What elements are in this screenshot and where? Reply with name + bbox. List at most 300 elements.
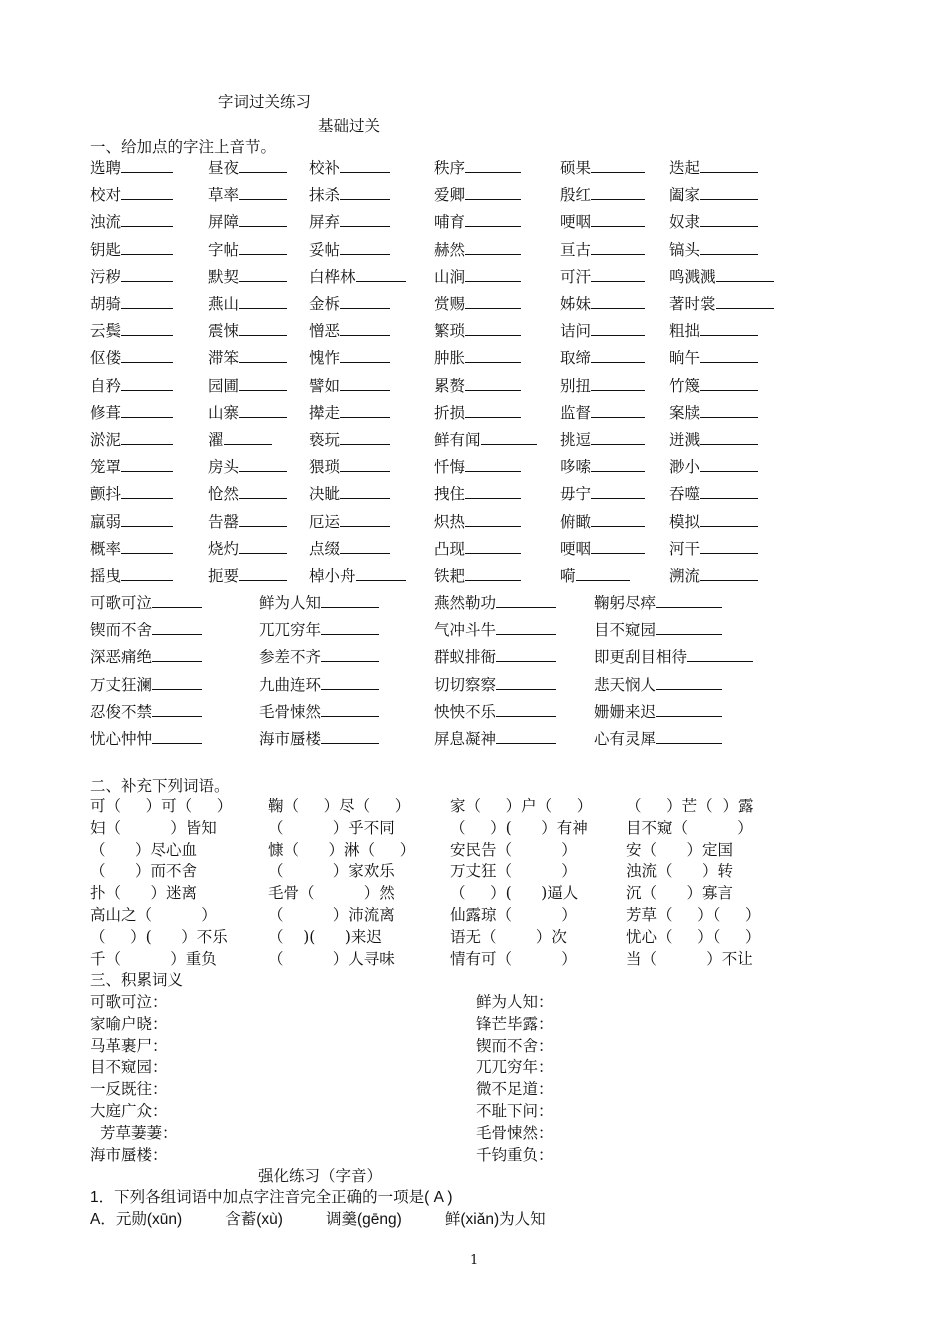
answer-blank[interactable] <box>465 456 521 472</box>
answer-blank[interactable] <box>152 592 202 608</box>
answer-blank[interactable] <box>496 592 556 608</box>
answer-blank[interactable] <box>591 157 645 173</box>
pinyin-word: 镐头 <box>669 240 701 259</box>
pinyin-word: 修葺 <box>90 403 122 422</box>
idiom-item <box>594 728 722 749</box>
answer-blank[interactable] <box>700 483 758 499</box>
answer-blank[interactable] <box>591 239 645 255</box>
pinyin-item <box>90 429 173 450</box>
answer-blank[interactable] <box>716 266 774 282</box>
pinyin-item <box>208 483 287 504</box>
answer-blank[interactable] <box>481 429 537 445</box>
answer-blank[interactable] <box>496 646 556 662</box>
pinyin-item <box>309 157 390 178</box>
answer-blank[interactable] <box>700 402 758 418</box>
answer-blank[interactable] <box>576 565 630 581</box>
pinyin-item <box>669 293 774 314</box>
answer-blank[interactable] <box>239 184 287 200</box>
idiom-word: 燕然勒功 <box>434 594 497 612</box>
answer-blank[interactable] <box>465 320 521 336</box>
pinyin-word: 颤抖 <box>90 485 122 504</box>
pinyin-item <box>309 347 390 368</box>
answer-blank[interactable] <box>121 538 173 554</box>
pinyin-item <box>560 320 645 341</box>
question-1: 1．下列各组词语中加点字注音完全正确的一项是( A ) <box>90 1189 453 1206</box>
answer-blank[interactable] <box>321 592 379 608</box>
pinyin-item <box>309 211 390 232</box>
answer-blank[interactable] <box>465 511 521 527</box>
meaning-prompt: 海市蜃楼： <box>90 1145 168 1164</box>
answer-blank[interactable] <box>239 538 287 554</box>
pinyin-word: 金柝 <box>309 295 341 313</box>
answer-blank[interactable] <box>239 402 287 418</box>
answer-blank[interactable] <box>224 429 272 445</box>
answer-blank[interactable] <box>239 511 287 527</box>
pinyin-item <box>309 538 390 559</box>
pinyin-item <box>208 429 272 450</box>
pinyin-word: 姊妹 <box>560 295 592 313</box>
pinyin-word: 草率 <box>208 186 240 205</box>
meaning-prompt: 大庭广众： <box>90 1102 168 1120</box>
fill-in-item[interactable]: （ ）( )逼人 <box>450 884 579 903</box>
meaning-prompt: 家喻户晓： <box>90 1014 168 1033</box>
answer-blank[interactable] <box>465 184 521 200</box>
answer-blank[interactable] <box>340 293 390 309</box>
fill-in-item[interactable]: 仙露琼（ ） <box>450 906 577 924</box>
meaning-prompt: 可歌可泣： <box>90 993 168 1011</box>
pinyin-word: 取缔 <box>560 349 592 368</box>
pinyin-word: 白桦林 <box>309 267 356 286</box>
idiom-item <box>434 701 556 722</box>
pinyin-item <box>90 320 173 341</box>
answer-blank[interactable] <box>591 293 645 309</box>
idiom-item <box>434 619 556 640</box>
pinyin-item <box>309 266 406 287</box>
answer-blank[interactable] <box>687 646 753 662</box>
pinyin-item <box>309 239 390 260</box>
answer-blank[interactable] <box>121 375 173 391</box>
answer-blank[interactable] <box>465 538 521 554</box>
pinyin-word: 愧怍 <box>309 349 341 368</box>
meaning-prompt: 锲而不舍： <box>476 1036 554 1055</box>
answer-blank[interactable] <box>465 483 521 499</box>
answer-blank[interactable] <box>356 266 406 282</box>
idiom-item <box>594 674 722 695</box>
answer-blank[interactable] <box>239 239 287 255</box>
fill-in-item[interactable]: 慷（ ）淋（ ） <box>268 840 416 859</box>
pinyin-item <box>434 456 521 477</box>
answer-blank[interactable] <box>340 184 390 200</box>
answer-blank[interactable] <box>700 347 758 363</box>
pinyin-word: 伛偻 <box>90 349 122 368</box>
answer-blank[interactable] <box>465 402 521 418</box>
idiom-word: 毛骨悚然 <box>259 702 322 721</box>
pinyin-item <box>90 239 173 260</box>
idiom-word: 切切察察 <box>434 675 497 694</box>
answer-blank[interactable] <box>700 184 758 200</box>
answer-blank[interactable] <box>700 565 758 581</box>
idiom-word: 气冲斗牛 <box>434 621 497 640</box>
pinyin-word: 阖家 <box>669 186 701 205</box>
answer-blank[interactable] <box>239 375 287 391</box>
pinyin-word: 晌午 <box>669 349 701 368</box>
answer-blank[interactable] <box>321 674 379 690</box>
pinyin-word: 模拟 <box>669 512 701 531</box>
idiom-word: 姗姗来迟 <box>594 702 657 721</box>
fill-in-item[interactable]: （ ）人寻味 <box>268 949 395 968</box>
pinyin-word: 挑逗 <box>560 431 592 449</box>
idiom-item <box>259 728 379 749</box>
pinyin-word: 迭起 <box>669 159 701 177</box>
idiom-word: 兀兀穷年 <box>259 621 322 640</box>
pinyin-item <box>434 184 521 205</box>
fill-in-item[interactable]: 可（ ）可（ ） <box>90 797 233 815</box>
answer-blank[interactable] <box>152 701 202 717</box>
pinyin-word: 哆嗦 <box>560 458 592 477</box>
pinyin-item <box>90 266 173 287</box>
answer-blank[interactable] <box>340 483 390 499</box>
fill-in-item[interactable]: （ ）( ）不乐 <box>90 927 228 946</box>
answer-blank[interactable] <box>591 456 645 472</box>
answer-blank[interactable] <box>716 293 774 309</box>
pinyin-word: 炽热 <box>434 512 466 531</box>
pinyin-word: 房头 <box>208 458 240 477</box>
fill-in-item[interactable]: 妇（ ）皆知 <box>90 818 217 837</box>
idiom-word: 海市蜃楼 <box>259 730 322 748</box>
pinyin-word: 扼要 <box>208 567 240 585</box>
answer-blank[interactable] <box>356 565 406 581</box>
pinyin-item <box>90 184 173 205</box>
answer-blank[interactable] <box>656 592 722 608</box>
answer-blank[interactable] <box>340 456 390 472</box>
answer-blank[interactable] <box>121 565 173 581</box>
idiom-word: 忍俊不禁 <box>90 702 153 721</box>
pinyin-word: 概率 <box>90 539 122 558</box>
answer-blank[interactable] <box>239 320 287 336</box>
pinyin-word: 爱卿 <box>434 186 466 205</box>
pinyin-item <box>669 266 774 287</box>
fill-in-item[interactable]: 扑（ ）迷离 <box>90 884 198 903</box>
pinyin-word: 繁琐 <box>434 322 466 341</box>
answer-blank[interactable] <box>591 347 645 363</box>
pinyin-word: 胡骑 <box>90 295 122 313</box>
pinyin-item <box>309 320 390 341</box>
pinyin-word: 奴隶 <box>669 213 701 232</box>
idiom-word: 群蚁排衙 <box>434 648 497 667</box>
pinyin-item <box>434 565 521 586</box>
pinyin-word: 浊流 <box>90 213 122 232</box>
answer-blank[interactable] <box>700 239 758 255</box>
pinyin-word: 妥帖 <box>309 240 341 259</box>
pinyin-word: 点缀 <box>309 539 341 558</box>
pinyin-word: 燕山 <box>208 295 240 313</box>
pinyin-word: 棹小舟 <box>309 567 356 585</box>
answer-blank[interactable] <box>239 211 287 227</box>
idiom-item <box>90 674 202 695</box>
fill-in-item[interactable]: 安（ ）定国 <box>626 840 734 859</box>
answer-blank[interactable] <box>465 157 521 173</box>
fill-in-item[interactable]: （ )( )来迟 <box>268 927 382 946</box>
answer-blank[interactable] <box>239 157 287 173</box>
answer-blank[interactable] <box>340 157 390 173</box>
fill-in-item[interactable]: 千（ ）重负 <box>90 949 217 968</box>
pinyin-item <box>90 402 173 423</box>
idiom-item <box>259 674 379 695</box>
fill-in-item[interactable]: 当（ ）不让 <box>626 949 753 968</box>
pinyin-item <box>434 157 521 178</box>
page-title: 字词过关练习 <box>218 93 312 111</box>
pinyin-word: 昼夜 <box>208 159 240 177</box>
answer-blank[interactable] <box>700 320 758 336</box>
answer-blank[interactable] <box>340 429 390 445</box>
answer-blank[interactable] <box>340 402 390 418</box>
pinyin-item <box>90 211 173 232</box>
pinyin-item <box>90 511 173 532</box>
answer-blank[interactable] <box>465 211 521 227</box>
answer-blank[interactable] <box>591 483 645 499</box>
fill-in-item[interactable]: 浊流（ ）转 <box>626 862 734 881</box>
idiom-item <box>259 619 379 640</box>
idiom-item <box>90 619 202 640</box>
answer-blank[interactable] <box>496 701 556 717</box>
answer-blank[interactable] <box>239 293 287 309</box>
answer-blank[interactable] <box>591 511 645 527</box>
pinyin-item <box>309 511 390 532</box>
answer-blank[interactable] <box>121 320 173 336</box>
pinyin-word: 哽咽 <box>560 213 592 232</box>
answer-blank[interactable] <box>465 375 521 391</box>
pinyin-word: 钥匙 <box>90 240 122 259</box>
answer-blank[interactable] <box>656 701 722 717</box>
answer-blank[interactable] <box>591 402 645 418</box>
answer-blank[interactable] <box>121 184 173 200</box>
answer-blank[interactable] <box>121 511 173 527</box>
answer-blank[interactable] <box>121 456 173 472</box>
pinyin-word: 校补 <box>309 159 341 177</box>
fill-in-item[interactable]: 目不窥（ ） <box>626 818 753 837</box>
answer-blank[interactable] <box>340 320 390 336</box>
pinyin-word: 烧灼 <box>208 539 240 558</box>
pinyin-word: 山寨 <box>208 403 240 422</box>
pinyin-word: 铁耙 <box>434 567 466 585</box>
pinyin-word: 累赘 <box>434 376 466 395</box>
answer-blank[interactable] <box>121 293 173 309</box>
fill-in-item[interactable]: （ ）芒（ ）露 <box>626 797 754 815</box>
answer-blank[interactable] <box>700 211 758 227</box>
answer-blank[interactable] <box>700 456 758 472</box>
pinyin-item <box>208 375 287 396</box>
pinyin-item <box>434 538 521 559</box>
fill-in-item[interactable]: 高山之（ ） <box>90 906 217 924</box>
answer-blank[interactable] <box>700 157 758 173</box>
answer-blank[interactable] <box>700 375 758 391</box>
idiom-item <box>594 592 722 613</box>
answer-blank[interactable] <box>239 565 287 581</box>
pinyin-word: 默契 <box>208 267 240 286</box>
pinyin-item <box>669 184 758 205</box>
answer-blank[interactable] <box>239 266 287 282</box>
answer-blank[interactable] <box>121 266 173 282</box>
pinyin-word: 凸现 <box>434 539 466 558</box>
answer-blank[interactable] <box>121 211 173 227</box>
answer-blank[interactable] <box>152 728 202 744</box>
answer-blank[interactable] <box>465 266 521 282</box>
idiom-word: 鲜为人知 <box>259 594 322 612</box>
pinyin-word: 吞噬 <box>669 485 701 504</box>
answer-blank[interactable] <box>340 511 390 527</box>
pinyin-word: 怆然 <box>208 485 240 504</box>
pinyin-word: 秩序 <box>434 159 466 177</box>
fill-in-item[interactable]: 芳草（ ）（ ） <box>626 906 761 924</box>
pinyin-word: 可汗 <box>560 267 592 286</box>
idiom-word: 鞠躬尽瘁 <box>594 594 657 612</box>
fill-in-item[interactable]: 鞠（ ）尽（ ） <box>268 797 411 815</box>
pinyin-item <box>669 375 758 396</box>
fill-in-item[interactable]: 家（ ）户（ ） <box>450 797 593 815</box>
answer-blank[interactable] <box>656 674 722 690</box>
pinyin-item <box>669 320 758 341</box>
answer-blank[interactable] <box>465 293 521 309</box>
answer-blank[interactable] <box>121 239 173 255</box>
pinyin-word: 云鬓 <box>90 322 122 341</box>
section2-heading: 二、补充下列词语。 <box>90 777 230 795</box>
answer-blank[interactable] <box>152 619 202 635</box>
pinyin-item <box>434 483 521 504</box>
fill-in-item[interactable]: （ ）家欢乐 <box>268 862 395 881</box>
pinyin-item <box>560 511 645 532</box>
pinyin-word: 羸弱 <box>90 512 122 531</box>
answer-blank[interactable] <box>656 619 722 635</box>
pinyin-word: 决眦 <box>309 485 341 504</box>
answer-blank[interactable] <box>591 375 645 391</box>
pinyin-word: 河干 <box>669 539 701 558</box>
pinyin-item <box>560 565 630 586</box>
answer-blank[interactable] <box>121 347 173 363</box>
answer-blank[interactable] <box>321 701 379 717</box>
pinyin-word: 滞笨 <box>208 349 240 368</box>
fill-in-item[interactable]: 忧心（ ）（ ） <box>626 927 761 946</box>
fill-in-item[interactable]: （ ）而不舍 <box>90 862 198 881</box>
answer-blank[interactable] <box>239 483 287 499</box>
pinyin-item <box>560 483 645 504</box>
answer-blank[interactable] <box>152 646 202 662</box>
fill-in-item[interactable]: 情有可（ ） <box>450 949 577 968</box>
fill-in-item[interactable]: （ ）尽心血 <box>90 840 198 859</box>
pinyin-item <box>208 402 287 423</box>
fill-in-item[interactable]: 沉（ ）寡言 <box>626 884 734 903</box>
pinyin-item <box>309 293 390 314</box>
answer-blank[interactable] <box>340 538 390 554</box>
answer-blank[interactable] <box>340 239 390 255</box>
answer-blank[interactable] <box>121 483 173 499</box>
answer-blank[interactable] <box>591 320 645 336</box>
pinyin-word: 竹篾 <box>669 376 701 395</box>
pinyin-item <box>434 211 521 232</box>
answer-blank[interactable] <box>321 728 379 744</box>
answer-blank[interactable] <box>121 402 173 418</box>
answer-blank[interactable] <box>321 646 379 662</box>
answer-blank[interactable] <box>239 456 287 472</box>
answer-blank[interactable] <box>321 619 379 635</box>
pinyin-item <box>560 266 645 287</box>
pinyin-item <box>560 456 645 477</box>
pinyin-item <box>309 429 390 450</box>
pinyin-item <box>208 184 287 205</box>
answer-blank[interactable] <box>496 674 556 690</box>
answer-blank[interactable] <box>656 728 722 744</box>
answer-blank[interactable] <box>239 347 287 363</box>
pinyin-word: 哺育 <box>434 213 466 232</box>
idiom-item <box>90 728 202 749</box>
pinyin-item <box>309 565 406 586</box>
answer-blank[interactable] <box>496 619 556 635</box>
pinyin-item <box>434 293 521 314</box>
answer-blank[interactable] <box>340 375 390 391</box>
fill-in-item[interactable]: （ ）沛流离 <box>268 906 395 924</box>
idiom-item <box>90 646 202 667</box>
answer-blank[interactable] <box>465 347 521 363</box>
answer-blank[interactable] <box>465 239 521 255</box>
answer-blank[interactable] <box>465 565 521 581</box>
pinyin-word: 鸣溅溅 <box>669 267 716 286</box>
answer-blank[interactable] <box>152 674 202 690</box>
pinyin-word: 赏赐 <box>434 295 466 313</box>
idiom-item <box>90 701 202 722</box>
idiom-word: 屏息凝神 <box>434 730 497 748</box>
idiom-word: 忧心忡忡 <box>90 730 153 748</box>
pinyin-item <box>309 456 390 477</box>
pinyin-word: 校对 <box>90 186 122 205</box>
answer-blank[interactable] <box>340 347 390 363</box>
fill-in-item[interactable]: （ ）( ）有神 <box>450 818 588 837</box>
pinyin-word: 硕果 <box>560 159 592 177</box>
answer-blank[interactable] <box>591 538 645 554</box>
pinyin-word: 猥琐 <box>309 458 341 477</box>
answer-blank[interactable] <box>700 538 758 554</box>
fill-in-item[interactable]: 万丈狂（ ） <box>450 862 577 881</box>
fill-in-item[interactable]: 毛骨（ ）然 <box>268 884 395 903</box>
fill-in-item[interactable]: 语无（ ）次 <box>450 927 567 946</box>
answer-blank[interactable] <box>591 429 645 445</box>
page-subtitle: 基础过关 <box>318 117 381 135</box>
idiom-item <box>594 701 722 722</box>
pinyin-word: 厄运 <box>309 512 341 531</box>
pinyin-item <box>90 157 173 178</box>
pinyin-word: 赫然 <box>434 240 466 259</box>
meaning-prompt: 锋芒毕露： <box>476 1014 554 1033</box>
idiom-word: 悲天悯人 <box>594 675 657 694</box>
pinyin-item <box>434 402 521 423</box>
section1-heading: 一、给加点的字注上音节。 <box>90 138 277 156</box>
pinyin-item <box>669 483 758 504</box>
fill-in-item[interactable]: 安民告（ ） <box>450 840 577 859</box>
answer-blank[interactable] <box>340 211 390 227</box>
answer-blank[interactable] <box>496 728 556 744</box>
fill-in-item[interactable]: （ ）乎不同 <box>268 818 395 837</box>
answer-blank[interactable] <box>121 429 173 445</box>
idiom-word: 参差不齐 <box>259 648 322 667</box>
pinyin-word: 亵玩 <box>309 431 341 449</box>
pinyin-word: 亘古 <box>560 240 592 259</box>
answer-blank[interactable] <box>121 157 173 173</box>
answer-blank[interactable] <box>591 184 645 200</box>
idiom-item <box>259 592 379 613</box>
pinyin-word: 肿胀 <box>434 349 466 368</box>
answer-blank[interactable] <box>700 429 758 445</box>
answer-blank[interactable] <box>591 266 645 282</box>
answer-blank[interactable] <box>591 211 645 227</box>
answer-blank[interactable] <box>700 511 758 527</box>
